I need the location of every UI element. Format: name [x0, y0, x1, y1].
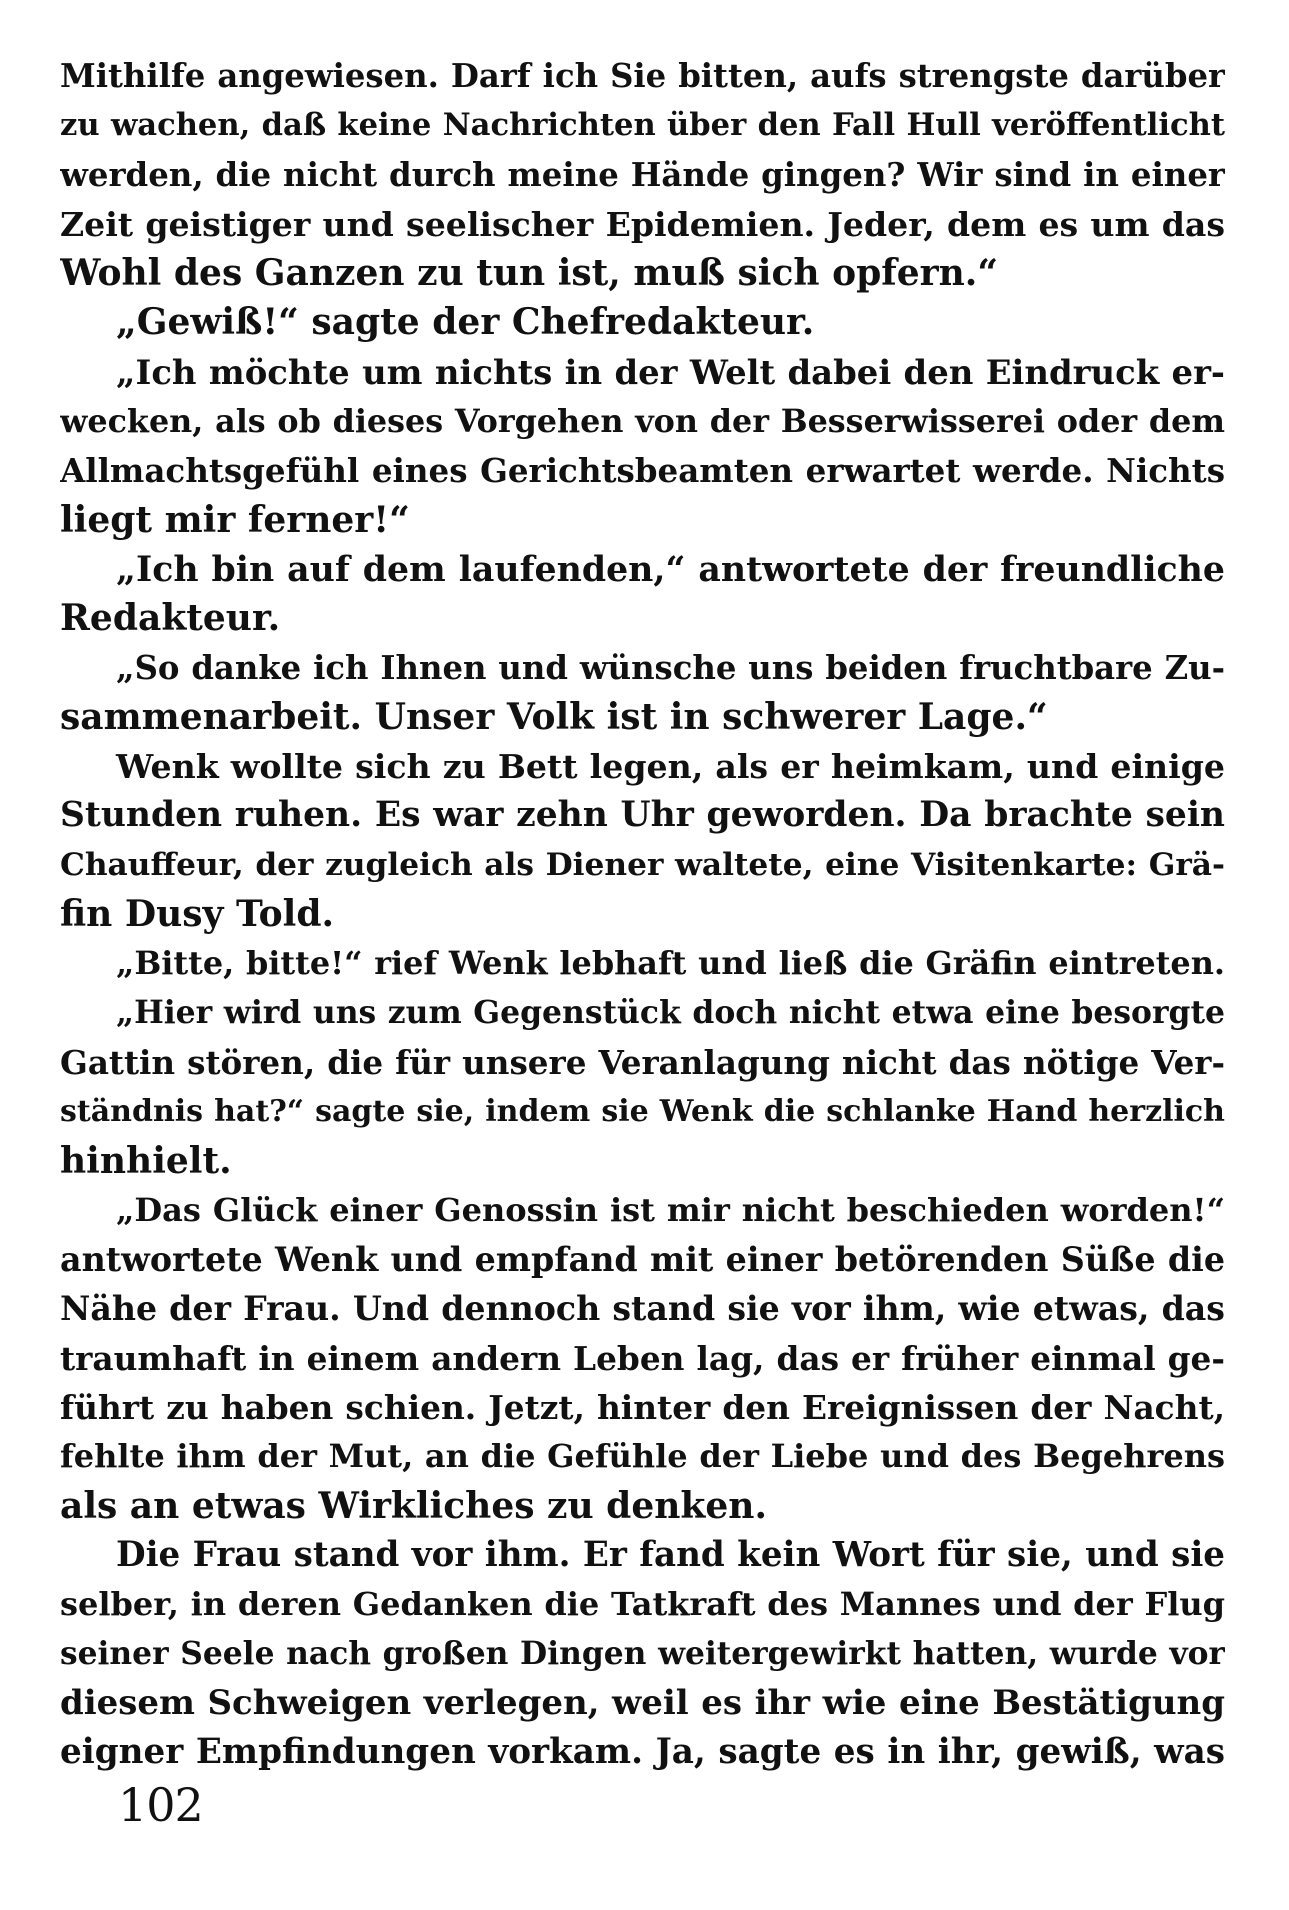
text-line: „Gewiß!“ sagte der Chefredakteur. [116, 301, 815, 344]
text-line: Stunden ruhen. Es war zehn Uhr geworden. Da brachte sein [60, 795, 1225, 836]
text-line: „Bitte, bitte!“ rief Wenk lebhaft und ließ die Gräfin eintreten. [116, 944, 1225, 983]
text-line: Nähe der Frau. Und dennoch stand sie vor ihm, wie etwas, das [60, 1289, 1225, 1329]
text-line: „Ich möchte um nichts in der Welt dabei den Eindruck er- [116, 351, 1225, 392]
text-line: „Hier wird uns zum Gegenstück doch nicht etwa eine besorgte [116, 994, 1225, 1031]
text-line: werden, die nicht durch meine Hände gingen? Wir sind in einer [60, 155, 1225, 194]
text-line: ständnis hat?“ sagte sie, indem sie Wenk die schlanke Hand herzlich [60, 1094, 1225, 1130]
text-line: selber, in deren Gedanken die Tatkraft des Mannes und der Flug [60, 1585, 1225, 1624]
text-line: „Ich bin auf dem laufenden,“ antwortete der freundliche [116, 548, 1225, 590]
text-line: diesem Schweigen verlegen, weil es ihr wie eine Bestätigung [60, 1682, 1225, 1723]
text-line: traumhaft in einem andern Leben lag, das er früher einmal ge- [60, 1338, 1225, 1378]
text-line: sammenarbeit. Unser Volk ist in schwerer Lage.“ [60, 695, 1048, 738]
text-line: seiner Seele nach großen Dingen weitergewirkt hatten, wurde vor [60, 1635, 1225, 1672]
body-text [60, 52, 1225, 1777]
text-line: wecken, als ob dieses Vorgehen von der Besserwisserei oder dem [60, 403, 1225, 441]
text-line: Allmachtsgefühl eines Gerichtsbeamten erwartet werde. Nichts [60, 451, 1225, 491]
text-line: „So danke ich Ihnen und wünsche uns beiden fruchtbare Zu- [116, 648, 1225, 687]
text-line: Mithilfe angewiesen. Darf ich Sie bitten, aufs strengste darüber [60, 57, 1225, 95]
text-line: Gattin stören, die für unsere Veranlagung nicht das nötige Ver- [60, 1042, 1225, 1082]
text-line: eigner Empfindungen vorkam. Ja, sagte es in ihr, gewiß, was [60, 1732, 1225, 1773]
text-line: Wenk wollte sich zu Bett legen, als er heimkam, und einige [116, 747, 1225, 787]
text-line: Redakteur. [60, 597, 281, 640]
text-line: Die Frau stand vor ihm. Er fand kein Wort für sie, und sie [116, 1534, 1225, 1575]
page-number: 102 [118, 1778, 203, 1832]
text-line: „Das Glück einer Genossin ist mir nicht beschieden worden!“ [116, 1190, 1225, 1229]
text-line: Zeit geistiger und seelischer Epidemien. Jeder, dem es um das [60, 204, 1225, 244]
text-line: als an etwas Wirkliches zu denken. [60, 1484, 767, 1527]
text-line: Wohl des Ganzen zu tun ist, muß sich opfern.“ [60, 252, 999, 295]
text-line: zu wachen, daß keine Nachrichten über den Fall Hull veröffentlicht [60, 107, 1225, 144]
text-line: fehlte ihm der Mut, an die Gefühle der Liebe und des Begehrens [60, 1437, 1225, 1476]
text-line: führt zu haben schien. Jetzt, hinter den Ereignissen der Nacht, [60, 1388, 1225, 1428]
text-line: Chauffeur, der zugleich als Diener waltete, eine Visitenkarte: Grä- [60, 846, 1225, 883]
text-line: liegt mir ferner!“ [60, 498, 410, 541]
text-line: hinhielt. [60, 1139, 232, 1182]
text-line: antwortete Wenk und empfand mit einer betörenden Süße die [60, 1240, 1225, 1280]
text-line: fin Dusy Told. [60, 893, 335, 936]
